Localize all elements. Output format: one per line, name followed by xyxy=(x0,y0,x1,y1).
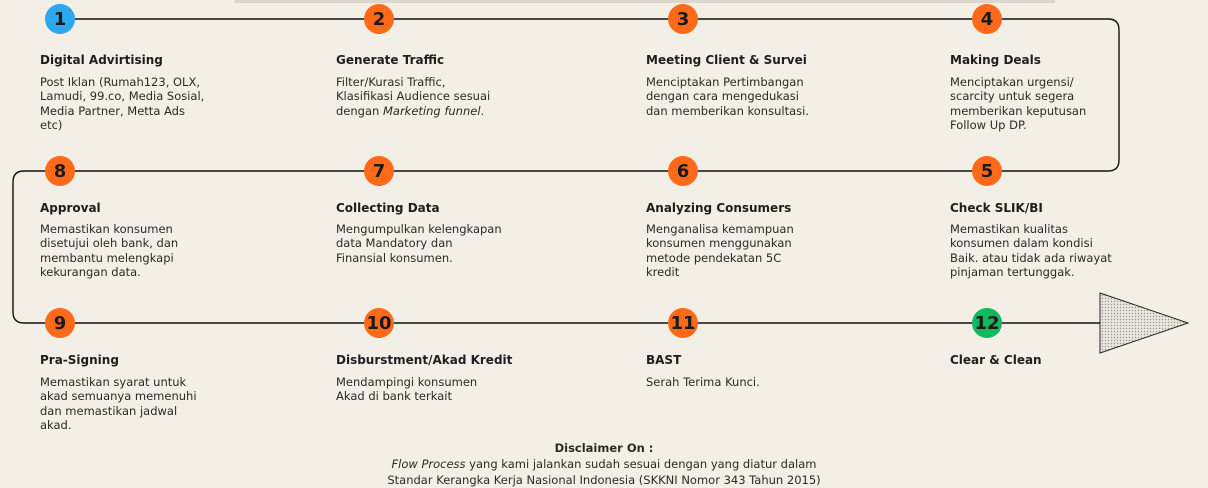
step-1-description xyxy=(40,75,204,132)
step-desc-line: akad semuanya memenuhi xyxy=(40,389,197,404)
step-10-number-circle: 10 xyxy=(364,308,394,338)
step-8-number-circle: 8 xyxy=(45,156,75,186)
step-3-number-circle: 3 xyxy=(668,4,698,34)
step-desc-line: Menganalisa kemampuan xyxy=(646,222,794,236)
step-8-description xyxy=(40,222,178,279)
step-desc-prefix: dengan xyxy=(336,103,383,118)
step-desc-line: Menciptakan Pertimbangan xyxy=(646,75,804,89)
step-5-description xyxy=(950,222,1112,279)
disclaimer-title: Disclaimer On : xyxy=(554,441,654,455)
step-desc-line: Mendampingi konsumen xyxy=(336,375,478,389)
step-5-title: Check SLIK/BI xyxy=(950,201,1043,215)
step-desc-line: membantu melengkapi xyxy=(40,250,174,265)
step-6-title: Analyzing Consumers xyxy=(646,201,792,215)
step-desc-line: Klasifikasi Audience sesuai xyxy=(336,89,491,104)
step-9-title: Pra-Signing xyxy=(40,353,119,367)
step-7-number-circle: 7 xyxy=(364,156,394,186)
step-desc-line: Memastikan konsumen xyxy=(40,222,173,236)
disclaimer-line-2: Standar Kerangka Kerja Nasional Indonesia (SKKNI Nomor 343 Tahun 2015) xyxy=(387,473,821,487)
step-desc-line: dengan cara mengedukasi xyxy=(646,89,799,104)
step-5-number-circle: 5 xyxy=(972,156,1002,186)
step-12-number-circle: 12 xyxy=(972,308,1002,338)
step-desc-line: data Mandatory dan xyxy=(336,236,453,251)
step-3-title: Meeting Client & Survei xyxy=(646,53,807,67)
step-desc-line: Baik. atau tidak ada riwayat xyxy=(950,250,1112,265)
step-8-title: Approval xyxy=(40,201,101,215)
step-6-number-circle: 6 xyxy=(668,156,698,186)
step-desc-line: disetujui oleh bank, dan xyxy=(40,236,179,251)
step-desc-line: dan memastikan jadwal xyxy=(40,403,178,418)
step-desc-line: Filter/Kurasi Traffic, xyxy=(336,75,446,89)
end-arrow-icon xyxy=(1100,293,1188,353)
step-desc-line: konsumen dalam kondisi xyxy=(950,236,1093,251)
step-desc-line: metode pendekatan 5C xyxy=(646,250,782,265)
step-12-title: Clear & Clean xyxy=(950,353,1042,367)
step-desc-line: Memastikan syarat untuk xyxy=(40,375,187,389)
step-desc-line: Akad di bank terkait xyxy=(336,389,452,404)
step-desc-line: Mengumpulkan kelengkapan xyxy=(336,222,502,236)
step-desc-line: Serah Terima Kunci. xyxy=(646,375,760,389)
step-desc-line: konsumen menggunakan xyxy=(646,236,792,251)
step-4-number-circle: 4 xyxy=(972,4,1002,34)
step-11-title: BAST xyxy=(646,353,682,367)
top-shadow-bar xyxy=(235,0,1055,3)
step-desc-italic: Marketing funnel xyxy=(382,103,481,118)
step-1-number-circle: 1 xyxy=(45,4,75,34)
step-4-description xyxy=(950,75,1086,132)
step-desc-suffix: . xyxy=(480,103,485,118)
step-7-title: Collecting Data xyxy=(336,201,440,215)
step-4-title: Making Deals xyxy=(950,53,1041,67)
step-desc-line: Memastikan kualitas xyxy=(950,222,1068,236)
step-desc-line: akad. xyxy=(40,417,72,432)
disclaimer-italic: Flow Process xyxy=(391,457,466,471)
step-7-description xyxy=(336,222,502,265)
step-9-description xyxy=(40,375,197,432)
step-desc-line: Media Partner, Metta Ads xyxy=(40,103,185,118)
step-desc-line: pinjaman tertunggak. xyxy=(950,264,1075,279)
step-11-description xyxy=(646,375,760,389)
step-6-description xyxy=(646,222,794,279)
step-2-number-circle: 2 xyxy=(364,4,394,34)
step-desc-line: dan memberikan konsultasi. xyxy=(646,103,809,118)
disclaimer-line-1 xyxy=(0,456,1208,472)
step-2-title: Generate Traffic xyxy=(336,53,445,67)
step-desc-line: Lamudi, 99.co, Media Sosial, xyxy=(40,89,205,104)
step-3-description xyxy=(646,75,809,118)
step-desc-line: kredit xyxy=(646,264,680,279)
step-1-title: Digital Advirtising xyxy=(40,53,163,67)
step-desc-line: memberikan keputusan xyxy=(950,103,1087,118)
step-desc-line: scarcity untuk segera xyxy=(950,89,1075,104)
step-11-number-circle: 11 xyxy=(668,308,698,338)
disclaimer xyxy=(0,440,1208,488)
step-desc-line: Finansial konsumen. xyxy=(336,250,453,265)
disclaimer-line-1-rest: yang kami jalankan sudah sesuai dengan yang diatur dalam xyxy=(465,457,817,471)
step-10-description xyxy=(336,375,477,404)
step-2-description xyxy=(336,75,490,118)
step-desc-line: etc) xyxy=(40,117,63,132)
step-desc-line xyxy=(336,104,490,118)
step-desc-line: Post Iklan (Rumah123, OLX, xyxy=(40,75,200,89)
step-10-title: Disburstment/Akad Kredit xyxy=(336,353,513,367)
step-desc-line: Menciptakan urgensi/ xyxy=(950,75,1074,89)
step-9-number-circle: 9 xyxy=(45,308,75,338)
step-desc-line: kekurangan data. xyxy=(40,264,141,279)
step-desc-line: Follow Up DP. xyxy=(950,117,1027,132)
